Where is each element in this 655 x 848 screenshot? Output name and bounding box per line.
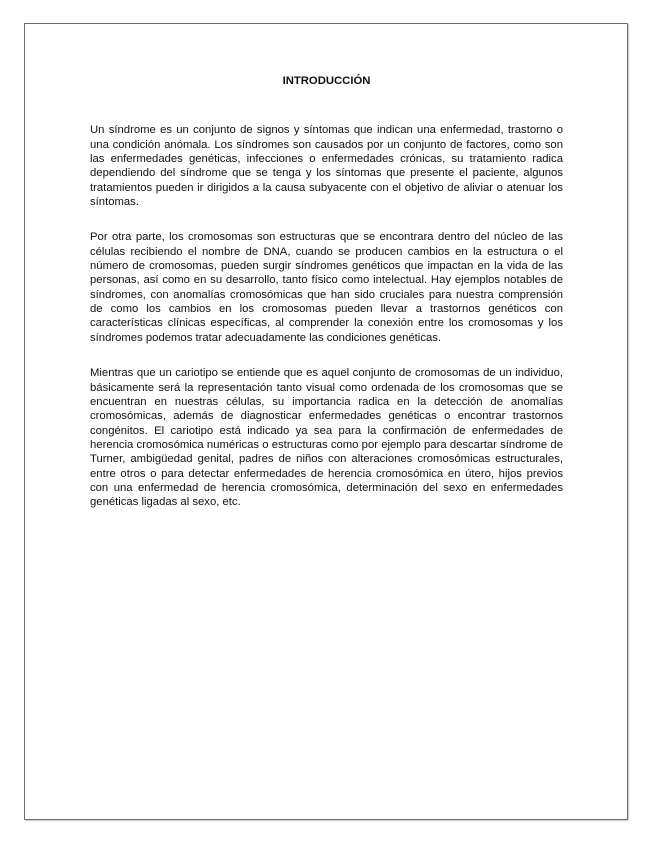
- document-page: [24, 23, 628, 820]
- paragraph-sindrome: Un síndrome es un conjunto de signos y síntomas que indican una enfermedad, trastorno o una condición anómala. Los síndromes son causados por un conjunto de factores, como son las enfermedades genéticas, infecciones o enfermedades crónicas, su tratamiento radica dependiendo del síndrome que se tenga y los síntomas que presente el paciente, algunos tratamientos pueden ir dirigidos a la causa subyacente con el objetivo de aliviar o atenuar los síntomas.: [90, 124, 563, 209]
- page-content: [90, 74, 563, 531]
- page-title: INTRODUCCIÓN: [282, 75, 371, 87]
- paragraph-cromosomas: Por otra parte, los cromosomas son estructuras que se encontrara dentro del núcleo de las células recibiendo el nombre de DNA, cuando se producen cambios en la estructura o el número de cromosomas, pueden surgir síndromes genéticos que impactan en la vida de las personas, así como en su desarrollo, tanto físico como intelectual. Hay ejemplos notables de síndromes, con anomalías cromosómicas que han sido cruciales para nuestra comprensión de como los cambios en los cromosomas pueden llevar a trastornos genéticos con características clínicas específicas, al comprender la conexión entre los cromosomas y los síndromes podemos tratar adecuadamente las condiciones genéticas.: [90, 231, 563, 344]
- paragraph-cariotipo: Mientras que un cariotipo se entiende que es aquel conjunto de cromosomas de un individuo, básicamente será la representación tanto visual como ordenada de los cromosomas que se encuentran en nuestras células, su importancia radica en la detección de anomalías cromosómicas, además de diagnosticar enfermedades genéticas o encontrar trastornos congénitos. El cariotipo está indicado ya sea para la confirmación de enfermedades de herencia cromosómica numéricas o estructuras como por ejemplo para descartar síndrome de Turner, ambigüedad genital, padres de niños con alteraciones cromosómicas estructurales, entre otros o para detectar enfermedades de herencia cromosómica en útero, hijos previos con una enfermedad de herencia cromosómica, determinación del sexo en enfermedades genéticas ligadas al sexo, etc.: [90, 367, 563, 509]
